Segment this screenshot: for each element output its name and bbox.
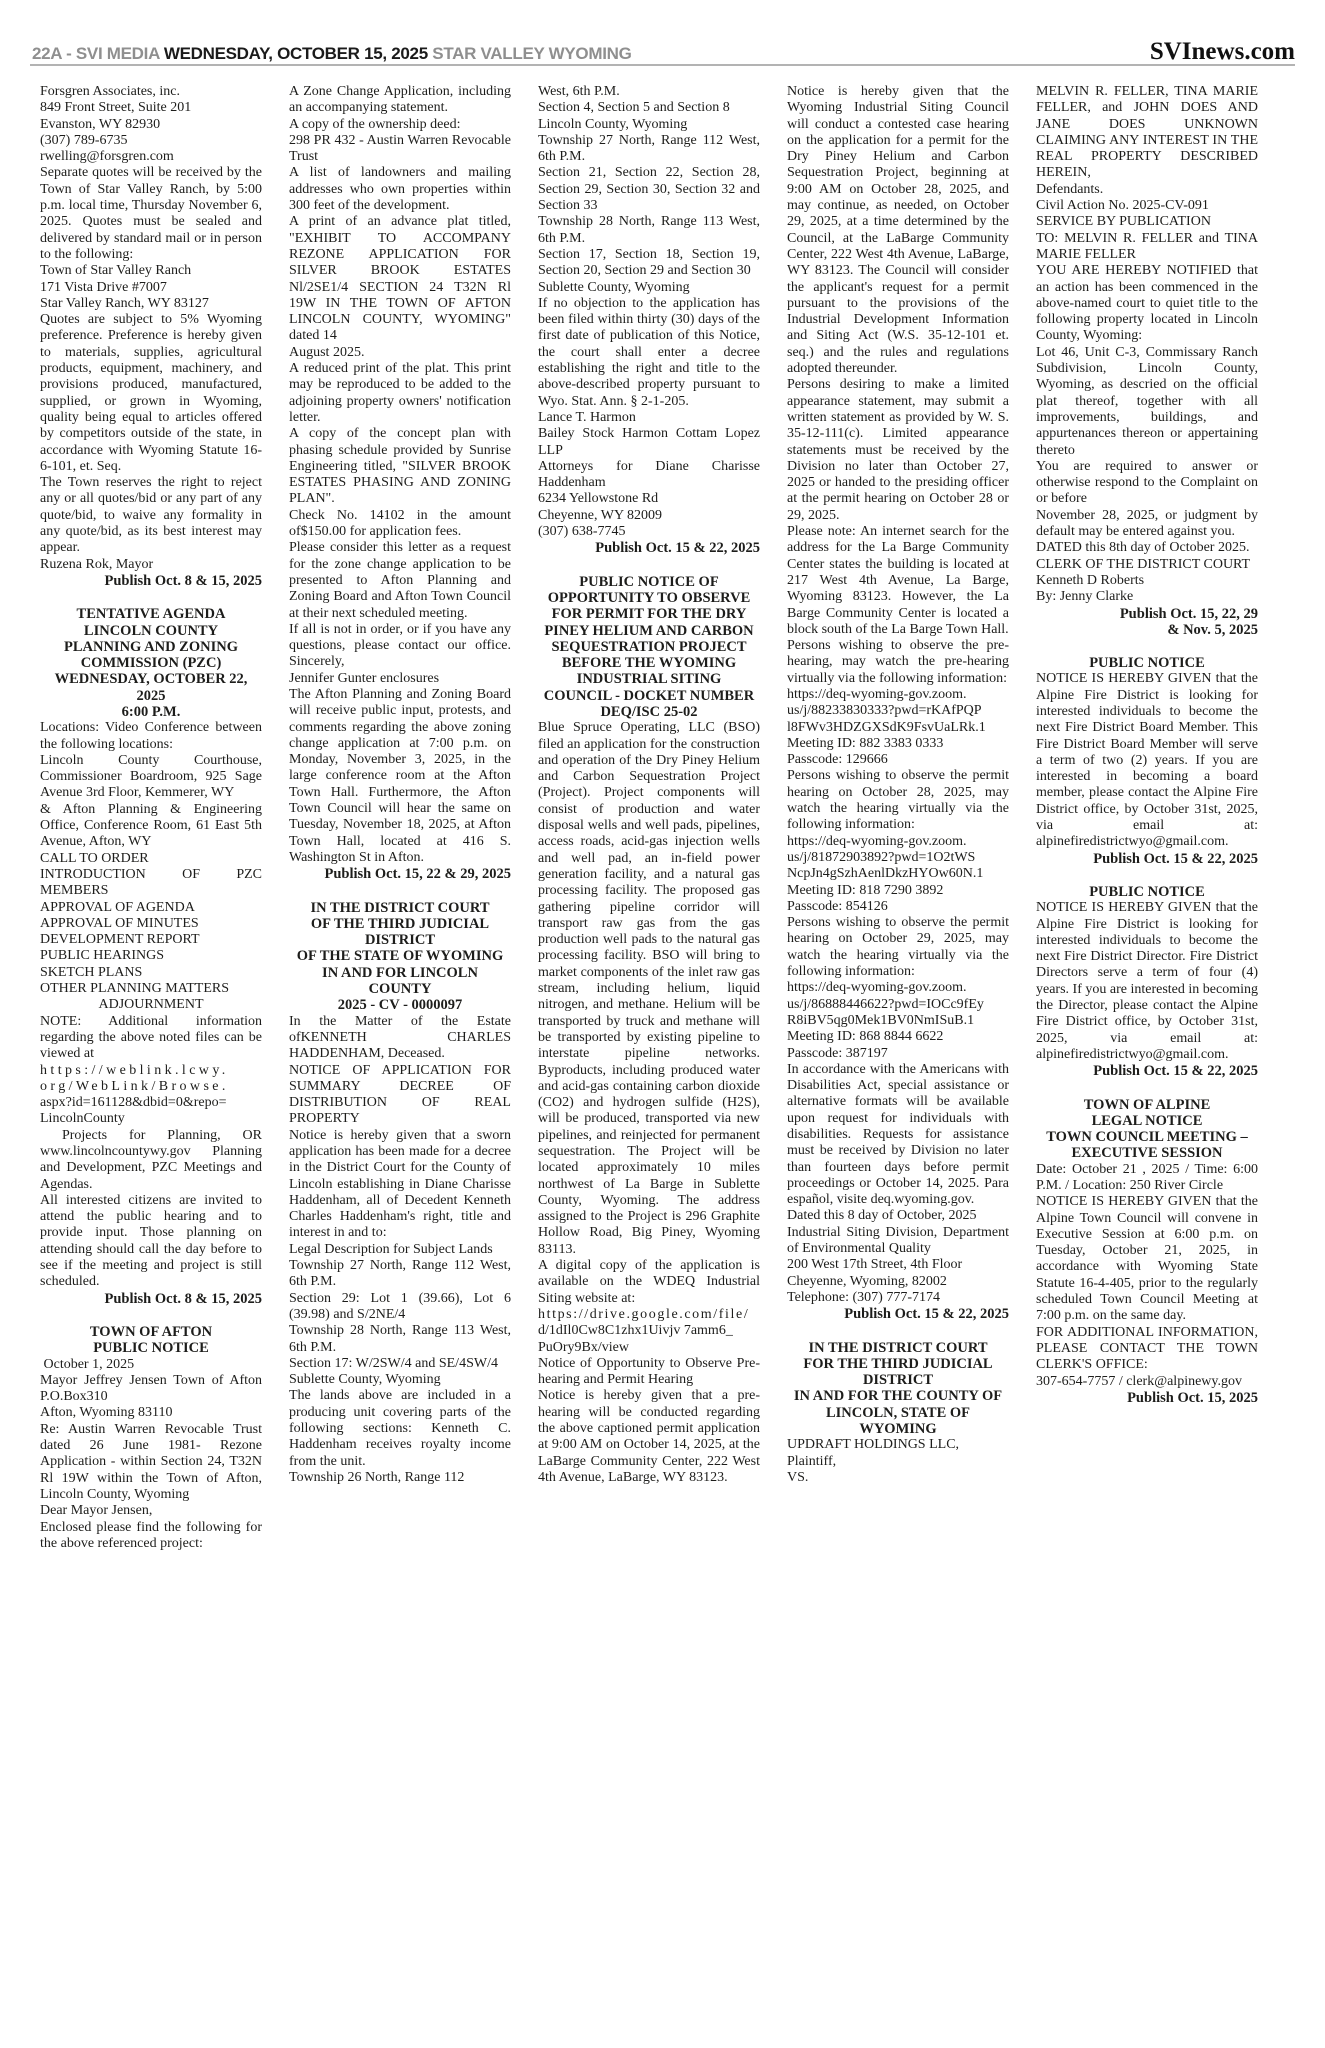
paragraph: VS. [787,1469,809,1485]
paragraph: Jennifer Gunter enclosures [289,670,440,686]
paragraph: Lance T. Harmon [538,409,636,425]
notice-heading-line: COMMISSION (PZC) [80,655,222,672]
paragraph: SKETCH PLANS [40,964,143,980]
notice-gap [787,1323,1009,1340]
paragraph: A print of an advance plat titled, "EXHIBIT TO ACCOMPANY REZONE APPLICATION FOR SILVER BROOK ESTATES Nl/2SE1/4 SECTION 24 T32N Rl 19W IN THE TOWN OF AFTON LINCOLN COUNTY, WYOMING" dated 14 [289,214,511,344]
paragraph: Blue Spruce Operating, LLC (BSO) filed an application for the construction and operation of the Dry Piney Helium and Carbon Sequestration Project (Project). Project components will consist of production and water disposal wells and well pads, pipelines, access roads, acid-gas injection wells and well pad, an in-field power generation facility, and a natural gas processing facility. The proposed gas gathering pipeline corridor will transport raw gas from the gas production well pads to the natural gas processing facility. BSO will bring to market components of the inlet raw gas stream, including helium, liquid nitrogen, and methane. Helium will be transported by truck and methane will be transported by existing pipeline to interstate pipeline networks. Byproducts, including produced water and acid-gas containing carbon dioxide (CO2) and hydrogen sulfide (H2S), will be produced, transported via new pipelines, and reinjected for permanent sequestration. The Project will be located approximately 10 miles northwest of La Barge in Sublette County, Wyoming. The address assigned to the Project is 296 Graphite Hollow Road, Big Piney, Wyoming 83113. [538,720,760,1257]
paragraph: Dated this 8 day of October, 2025 [787,1208,977,1224]
masthead [32,38,1295,64]
paragraph: NOTICE IS HEREBY GIVEN that the Alpine Fire District is looking for interested individuals to become the next Fire District Director. Fire District Directors serve a term of four (4) years. If you are interested in becoming the Director, please contact the Alpine Fire District office, by October 31st, 2025, via email at: alpinefiredistrictwyo@gmail.com. [1036,900,1258,1062]
paragraph: Please consider this letter as a request for the zone change application to be presented to Afton Planning and Zoning Board and Afton Town Council at their next scheduled meeting. [289,540,511,621]
notice-gap [40,1307,262,1324]
paragraph: APPROVAL OF AGENDA [40,899,195,915]
notice-heading-line: LEGAL NOTICE [1091,1112,1203,1129]
url-line-spaced: org/WebLink/Browse. [40,1078,229,1094]
paragraph: TO: MELVIN R. FELLER and TINA MARIE FELLER [1036,230,1258,262]
column-2 [289,84,511,2042]
paragraph: Locations: Video Conference between the following locations: [40,720,262,752]
notice-heading-line: 6:00 P.M. [121,703,181,720]
paragraph: Please note: An internet search for the address for the La Barge Community Center states the building is located at 217 West 4th Avenue, La Barge, Wyoming 83123. However, the La Barge Community Center is located a block south of the La Barge Town Hall. [787,524,1009,637]
notice-heading-line: TOWN OF ALPINE [1083,1096,1211,1113]
paragraph: Telephone: (307) 777-7174 [787,1289,940,1305]
paragraph: Persons wishing to observe the pre-hearing, may watch the pre-hearing virtually via the following information: [787,638,1009,686]
paragraph: 6234 Yellowstone Rd [538,491,659,507]
notice-heading-line: TOWN COUNCIL MEETING – [1046,1129,1248,1146]
paragraph: Section 4, Section 5 and Section 8 [538,100,730,116]
paragraph: Notice is hereby given that a pre-hearing will be conducted regarding the above captioned permit application at 9:00 AM on October 14, 2025, at the LaBarge Community Center, 222 West 4th Avenue, LaBarge, WY 83123. [538,1388,760,1485]
paragraph: us/j/88233830333?pwd=rKAfPQP [787,703,982,719]
paragraph: Mayor Jeffrey Jensen Town of Afton P.O.Box310 [40,1372,262,1405]
paragraph: Persons wishing to observe the permit hearing on October 28, 2025, may watch the hearing virtually via the following information: [787,768,1009,833]
notice-heading-line: FOR PERMIT FOR THE DRY [551,606,747,623]
paragraph: DATED this 8th day of October 2025. [1036,540,1250,556]
paragraph: Township 28 North, Range 113 West, 6th P.M. [289,1323,511,1355]
paragraph: A list of landowners and mailing addresses who own properties within 300 feet of the development. [289,165,511,214]
notice-heading-line: IN AND FOR LINCOLN COUNTY [322,964,478,998]
paragraph: Check No. 14102 in the amount of$150.00 for application fees. [289,507,511,540]
paragraph: Town of Star Valley Ranch [40,263,192,279]
url-line-spaced: https://drive.google.com/file/ [538,1306,750,1322]
paragraph: NOTE: Additional information regarding the above noted files can be viewed at [40,1013,262,1062]
paragraph: us/j/81872903892?pwd=1O2tWS [787,849,976,865]
paragraph: A copy of the ownership deed: [289,116,461,132]
paragraph: 171 Vista Drive #7007 [40,279,167,295]
paragraph: Plaintiff, [787,1453,837,1469]
notice-heading-line: COUNCIL - DOCKET NUMBER [543,687,755,704]
paragraph: Dear Mayor Jensen, [40,1503,153,1519]
paragraph: Passcode: 387197 [787,1045,888,1061]
paragraph: 849 Front Street, Suite 201 [40,100,192,116]
paragraph: APPROVAL OF MINUTES [40,915,199,931]
paragraph: A reduced print of the plat. This print may be reproduced to be added to the adjoining property owners' notification letter. [289,361,511,425]
paragraph: https://deq-wyoming-gov.zoom. [787,833,967,849]
paragraph: SERVICE BY PUBLICATION [1036,214,1211,230]
centered-line: ADJOURNMENT [98,997,204,1013]
paragraph: Separate quotes will be received by the Town of Star Valley Ranch, by 5:00 p.m. local time, Thursday November 6, 2025. Quotes must be sealed and delivered by standard mail or in person to the following: [40,165,262,262]
paragraph: The Town reserves the right to reject any or all quotes/bid or any part of any quote/bid, to waive any formality in any quote/bid, as its best interest may appear. [40,475,262,556]
publish-line: Publish Oct. 15, 2025 [1127,1389,1258,1406]
notice-heading-line: BEFORE THE WYOMING [561,655,737,672]
notice-heading-line: SEQUESTRATION PROJECT [551,638,747,655]
notice-gap [538,557,760,574]
paragraph: A copy of the concept plan with phasing schedule provided by Sunrise Engineering titled, "SILVER BROOK ESTATES PHASING AND ZONING PLAN". [289,426,511,507]
paragraph: A digital copy of the application is available on the WDEQ Industrial Siting website at: [538,1258,760,1306]
notice-heading-line: OF THE STATE OF WYOMING [296,948,504,965]
paragraph: Section 17, Section 18, Section 19, Section 20, Section 29 and Section 30 [538,246,760,279]
notice-gap [1036,638,1258,655]
paragraph: MELVIN R. FELLER, TINA MARIE FELLER, and JOHN DOES AND JANE DOES UNKNOWN CLAIMING ANY INTEREST IN THE REAL PROPERTY DESCRIBED HEREIN, [1036,84,1258,181]
paragraph: https://deq-wyoming-gov.zoom. [787,980,967,996]
paragraph: us/j/86888446622?pwd=IOCc9fEy [787,996,984,1012]
paragraph: CALL TO ORDER [40,850,149,866]
paragraph: Section 29: Lot 1 (39.66), Lot 6 (39.98) and S/2NE/4 [289,1290,511,1322]
notice-heading-line: PLANNING AND ZONING [63,638,238,655]
notice-heading-line: DEQ/ISC 25-02 [600,703,698,720]
notice-gap [289,883,511,900]
paragraph: Cheyenne, Wyoming, 82002 [787,1273,947,1289]
paragraph: 200 West 17th Street, 4th Floor [787,1257,963,1273]
paragraph: Cheyenne, WY 82009 [538,507,663,523]
notice-heading-line: OF THE THIRD JUDICIAL DISTRICT [310,915,490,949]
paragraph: Lincoln County Courthouse, Commissioner Boardroom, 925 Sage Avenue 3rd Floor, Kemmerer, WY [40,752,262,801]
paragraph: You are required to answer or otherwise respond to the Complaint on or before [1036,458,1258,507]
paragraph: NcpJn4gSzhAenlDkzHYOw60N.1 [787,866,984,882]
publish-line: Publish Oct. 15, 22, 29 [1119,605,1258,622]
masthead-date: WEDNESDAY, OCTOBER 15, 2025 [163,44,433,63]
paragraph: R8iBV5qg0Mek1BV0NmISuB.1 [787,1012,975,1028]
paragraph: Meeting ID: 868 8844 6622 [787,1029,944,1045]
paragraph: Civil Action No. 2025-CV-091 [1036,198,1209,214]
paragraph: Attorneys for Diane Charisse Haddenham [538,458,760,491]
publish-line: Publish Oct. 15 & 22, 2025 [844,1306,1009,1323]
publish-line: Publish Oct. 15, 22 & 29, 2025 [324,866,511,883]
paragraph: & Afton Planning & Engineering Office, Conference Room, 61 East 5th Avenue, Afton, WY [40,801,262,850]
publish-line: Publish Oct. 15 & 22, 2025 [595,540,760,557]
paragraph: DEVELOPMENT REPORT [40,932,200,948]
legal-notice-columns [40,84,1258,2042]
paragraph: Lot 46, Unit C-3, Commissary Ranch Subdivision, Lincoln County, Wyoming, as descried on the official plat thereof, together with all improvements, buildings, and appurtenances thereon or appertaining thereto [1036,344,1258,458]
paragraph: 298 PR 432 - Austin Warren Revocable Trust [289,132,511,165]
masthead-rule [30,64,1295,66]
notice-heading-line: IN AND FOR THE COUNTY OF LINCOLN, STATE OF WYOMING [793,1388,1003,1438]
paragraph: PUBLIC HEARINGS [40,948,165,964]
page-label: 22A - SVI MEDIA [32,44,164,63]
paragraph: YOU ARE HEREBY NOTIFIED that an action has been commenced in the above-named court to quiet title to the following property located in Lincoln County, Wyoming: [1036,263,1258,344]
paragraph: PuOry9Bx/view [538,1339,629,1355]
notice-gap [1036,1080,1258,1097]
paragraph: NOTICE OF APPLICATION FOR SUMMARY DECREE OF DISTRIBUTION OF REAL PROPERTY [289,1062,511,1127]
paragraph: UPDRAFT HOLDINGS LLC, [787,1437,960,1453]
paragraph: Date: October 21 , 2025 / Time: 6:00 P.M. / Location: 250 River Circle [1036,1161,1258,1193]
paragraph: Section 21, Section 22, Section 28, Section 29, Section 30, Section 32 and Section 33 [538,165,760,214]
paragraph: If all is not in order, or if you have any questions, please contact our office. Sincerely, [289,621,511,670]
notice-heading-line: WEDNESDAY, OCTOBER 22, 2025 [54,671,248,704]
publish-line: Publish Oct. 8 & 15, 2025 [104,572,262,589]
paragraph: August 2025. [289,344,365,360]
paragraph: NOTICE IS HEREBY GIVEN that the Alpine Fire District is looking for interested individuals to become the next Fire District Board Member. This Fire District Board Member will serve a term of two (2) years. If you are interested in becoming a board member, please contact the Alpine Fire District office, by October 31st, 2025, via email at: alpinefiredistrictwyo@gmail.com. [1036,671,1258,850]
paragraph: Meeting ID: 818 7290 3892 [787,882,944,898]
paragraph: rwelling@forsgren.com [40,149,174,165]
paragraph: FOR ADDITIONAL INFORMATION, PLEASE CONTACT THE TOWN CLERK'S OFFICE: [1036,1324,1258,1373]
paragraph: https://deq-wyoming-gov.zoom. [787,686,967,702]
paragraph: aspx?id=161128&dbid=0&repo= [40,1095,227,1111]
paragraph: Sublette County, Wyoming [289,1372,441,1388]
paragraph: November 28, 2025, or judgment by default may be entered against you. [1036,507,1258,540]
paragraph: Township 26 North, Range 112 [289,1469,465,1485]
paragraph: The lands above are included in a producing unit covering parts of the following sections: Kenneth C. Haddenham receives royalty income from the unit. [289,1388,511,1469]
paragraph: CLERK OF THE DISTRICT COURT [1036,556,1251,572]
paragraph: Re: Austin Warren Revocable Trust dated 26 June 1981- Rezone Application - within Section 24, T32N Rl 19W within the Town of Afton, Lincoln County, Wyoming [40,1421,262,1502]
paragraph: Evanston, WY 82930 [40,116,161,132]
paragraph: Lincoln County, Wyoming [538,116,688,132]
notice-heading-line: PUBLIC NOTICE [93,1340,209,1357]
paragraph: Afton, Wyoming 83110 [40,1405,173,1421]
paragraph: Township 28 North, Range 113 West, 6th P.M. [538,214,760,246]
paragraph: All interested citizens are invited to attend the public hearing and to provide input. Those planning on attending should call the day before to see if the meeting and project is still scheduled. [40,1192,262,1290]
paragraph: OTHER PLANNING MATTERS [40,981,229,997]
notice-heading-line: LINCOLN COUNTY [83,622,219,639]
paragraph: Forsgren Associates, inc. [40,84,180,99]
paragraph: Projects for Planning, OR www.lincolncountywy.gov Planning and Development, PZC Meetings and Agendas. [40,1127,262,1192]
paragraph: In accordance with the Americans with Disabilities Act, special assistance or alternative formats will be available upon request for individuals with disabilities. Requests for assistance must be received by Division no later than fourteen days before permit proceedings or October 14, 2025. Para español, visite deq.wyoming.gov. [787,1061,1009,1208]
paragraph: (307) 789-6735 [40,132,128,148]
notice-heading-line: 2025 - CV - 0000097 [337,997,463,1014]
notice-heading-line: PUBLIC NOTICE [1089,883,1205,900]
notice-heading-line: FOR THE THIRD JUDICIAL DISTRICT [803,1355,993,1389]
column-3 [538,84,760,2042]
notice-heading-line: IN THE DISTRICT COURT [310,899,490,916]
paragraph: A Zone Change Application, including an accompanying statement. [289,84,511,116]
paragraph: Industrial Siting Division, Department of Environmental Quality [787,1224,1009,1257]
paragraph: l8FWv3HDZGXSdK9FsvUaLRk.1 [787,719,986,735]
paragraph: Meeting ID: 882 3383 0333 [787,735,944,751]
paragraph: Bailey Stock Harmon Cottam Lopez LLP [538,426,760,458]
paragraph: Kenneth D Roberts [1036,572,1145,588]
paragraph: Notice is hereby given that a sworn application has been made for a decree in the District Court for the County of Lincoln establishing in Diane Charisse Haddenham, all of Decedent Kenneth Charles Haddenham's right, title and interest in and to: [289,1127,511,1241]
website-name: SVInews.com [1149,38,1295,65]
paragraph: Star Valley Ranch, WY 83127 [40,295,209,311]
notice-heading-line: TOWN OF AFTON [89,1323,213,1340]
paragraph: LincolnCounty [40,1111,125,1127]
paragraph: Persons wishing to observe the permit hearing on October 29, 2025, may watch the hearing virtually via the following information: [787,915,1009,980]
paragraph: Passcode: 854126 [787,898,888,914]
masthead-region: STAR VALLEY WYOMING [432,44,632,63]
publish-line: & Nov. 5, 2025 [1167,621,1258,638]
notice-heading-line: OPPORTUNITY TO OBSERVE [547,589,751,606]
notice-gap [40,589,262,606]
paragraph: INTRODUCTION OF PZC MEMBERS [40,866,262,899]
paragraph: If no objection to the application has been filed within thirty (30) days of the first date of publication of this Notice, the court shall enter a decree establishing the right and title to the above-described property pursuant to Wyo. Stat. Ann. § 2-1-205. [538,295,760,409]
column-4 [787,84,1009,2042]
notice-gap [1036,867,1258,884]
paragraph: NOTICE IS HEREBY GIVEN that the Alpine Town Council will convene in Executive Session at 6:00 p.m. on Tuesday, October 21, 2025, in accordance with Wyoming State Statute 16-4-405, prior to the regularly scheduled Town Council Meeting at 7:00 p.m. on the same day. [1036,1194,1258,1324]
paragraph: Notice is hereby given that the Wyoming Industrial Siting Council will conduct a contested case hearing on the application for a permit for the Dry Piney Helium and Carbon Sequestration Project, beginning at 9:00 AM on October 28, 2025, and may continue, as needed, on October 29, 2025, at a time determined by the Council, at the LaBarge Community Center, 222 West 4th Avenue, LaBarge, WY 83123. The Council will consider the applicant's request for a permit pursuant to the provisions of the Industrial Development Information and Siting Act (W.S. 35-12-101 et. seq.) and the rules and regulations adopted thereunder. [787,84,1009,377]
notice-heading-line: IN THE DISTRICT COURT [808,1339,988,1356]
paragraph: 307-654-7757 / clerk@alpinewy.gov [1036,1373,1242,1389]
paragraph: Persons desiring to make a limited appearance statement, may submit a written statement as provided by W. S. 35-12-111(c). Limited appearance statements must be received by the Division no later than October 27, 2025 or handed to the presiding officer at the permit hearing on October 28 or 29, 2025. [787,377,1009,523]
url-line-spaced: https://weblink.lcwy. [40,1062,229,1078]
paragraph: West, 6th P.M. [538,84,620,99]
paragraph: October 1, 2025 [40,1356,135,1372]
paragraph: (307) 638-7745 [538,524,626,540]
publish-line: Publish Oct. 8 & 15, 2025 [104,1290,262,1307]
paragraph: Quotes are subject to 5% Wyoming preference. Preference is hereby given to materials, supplies, agricultural products, equipment, machinery, and provisions produced, manufactured, supplied, or grown in Wyoming, quality being equal to articles offered by competitors outside of the state, in accordance with Wyoming Statute 16-6-101, et. Seq. [40,312,262,474]
notice-heading-line: PUBLIC NOTICE OF [579,573,719,590]
column-1 [40,84,262,2042]
paragraph: By: Jenny Clarke [1036,589,1134,605]
paragraph: Ruzena Rok, Mayor [40,556,154,572]
paragraph: Notice of Opportunity to Observe Pre-hearing and Permit Hearing [538,1355,760,1388]
publish-line: Publish Oct. 15 & 22, 2025 [1093,1063,1258,1080]
notice-heading-line: INDUSTRIAL SITING [576,671,722,688]
paragraph: Sublette County, Wyoming [538,279,690,295]
notice-heading-line: PINEY HELIUM AND CARBON [544,622,754,639]
masthead-left [32,44,632,64]
paragraph: Defendants. [1036,181,1104,197]
notice-heading-line: EXECUTIVE SESSION [1071,1145,1223,1162]
notice-heading-line: TENTATIVE AGENDA [76,606,226,623]
paragraph: Township 27 North, Range 112 West, 6th P.M. [538,132,760,165]
paragraph: Section 17: W/2SW/4 and SE/4SW/4 [289,1355,498,1371]
publish-line: Publish Oct. 15 & 22, 2025 [1093,850,1258,867]
paragraph: Township 27 North, Range 112 West, 6th P.M. [289,1258,511,1290]
column-5 [1036,84,1258,2042]
paragraph: In the Matter of the Estate ofKENNETH CHARLES HADDENHAM, Deceased. [289,1013,511,1062]
paragraph: The Afton Planning and Zoning Board will receive public input, protests, and comments regarding the above zoning change application at 7:00 p.m. on Monday, November 3, 2025, in the large conference room at the Afton Town Hall. Furthermore, the Afton Town Council will hear the same on Tuesday, November 18, 2025, at Afton Town Hall, located at 416 S. Washington St in Afton. [289,686,511,865]
paragraph: Legal Description for Subject Lands [289,1241,493,1257]
paragraph: Passcode: 129666 [787,752,888,768]
notice-heading-line: PUBLIC NOTICE [1089,655,1205,672]
paragraph: d/1dIl0Cw8C1zhx1Uivjv 7amm6_ [538,1323,733,1339]
paragraph: Enclosed please find the following for the above referenced project: [40,1519,262,1551]
